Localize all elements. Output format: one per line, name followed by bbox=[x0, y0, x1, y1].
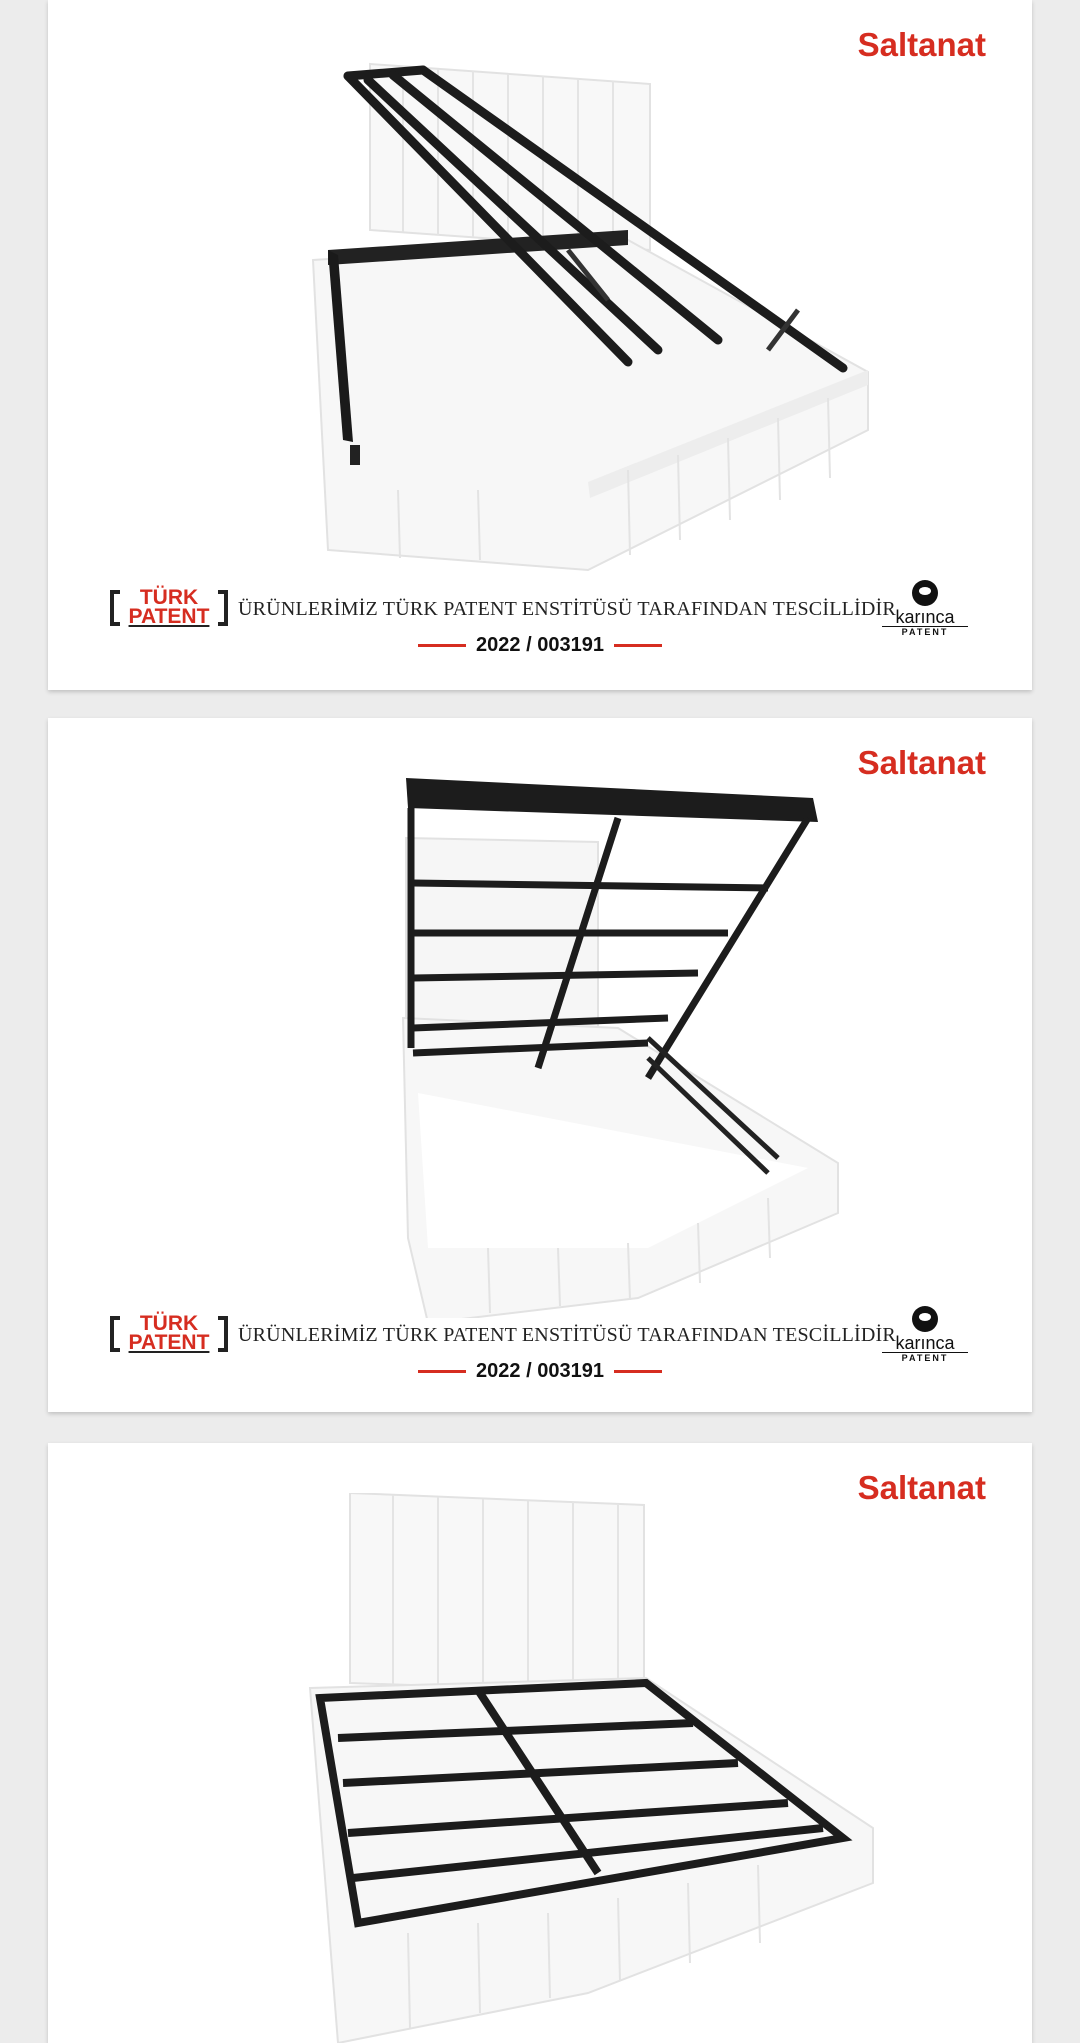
product-photo-bed-closed-frame bbox=[298, 1493, 878, 2043]
product-card-1 bbox=[48, 0, 1032, 690]
brand-logo: Saltanat bbox=[857, 1469, 986, 1506]
product-card-2 bbox=[48, 718, 1032, 1412]
patent-number: 2022 / 003191 bbox=[48, 1360, 1032, 1383]
karinca-patent-logo: karınca PATENT bbox=[880, 1306, 970, 1366]
patent-banner bbox=[48, 588, 1032, 668]
ant-icon bbox=[912, 580, 938, 606]
turk-patent-logo: TÜRK PATENT bbox=[110, 1314, 228, 1362]
product-photo-bed-open-front bbox=[348, 778, 868, 1318]
turk-patent-logo: TÜRK PATENT bbox=[110, 588, 228, 636]
patent-statement: ÜRÜNLERİMİZ TÜRK PATENT ENSTİTÜSÜ TARAFINDAN TESCİLLİDİR bbox=[238, 598, 896, 620]
patent-number: 2022 / 003191 bbox=[48, 634, 1032, 657]
karinca-patent-logo: karınca PATENT bbox=[880, 580, 970, 640]
product-card-3 bbox=[48, 1443, 1032, 2043]
patent-banner bbox=[48, 1314, 1032, 1394]
brand-logo: Saltanat bbox=[857, 744, 986, 781]
brand-logo: Saltanat bbox=[857, 26, 986, 63]
ant-icon bbox=[912, 1306, 938, 1332]
product-photo-bed-open-side bbox=[298, 50, 878, 590]
patent-statement: ÜRÜNLERİMİZ TÜRK PATENT ENSTİTÜSÜ TARAFINDAN TESCİLLİDİR bbox=[238, 1324, 896, 1346]
